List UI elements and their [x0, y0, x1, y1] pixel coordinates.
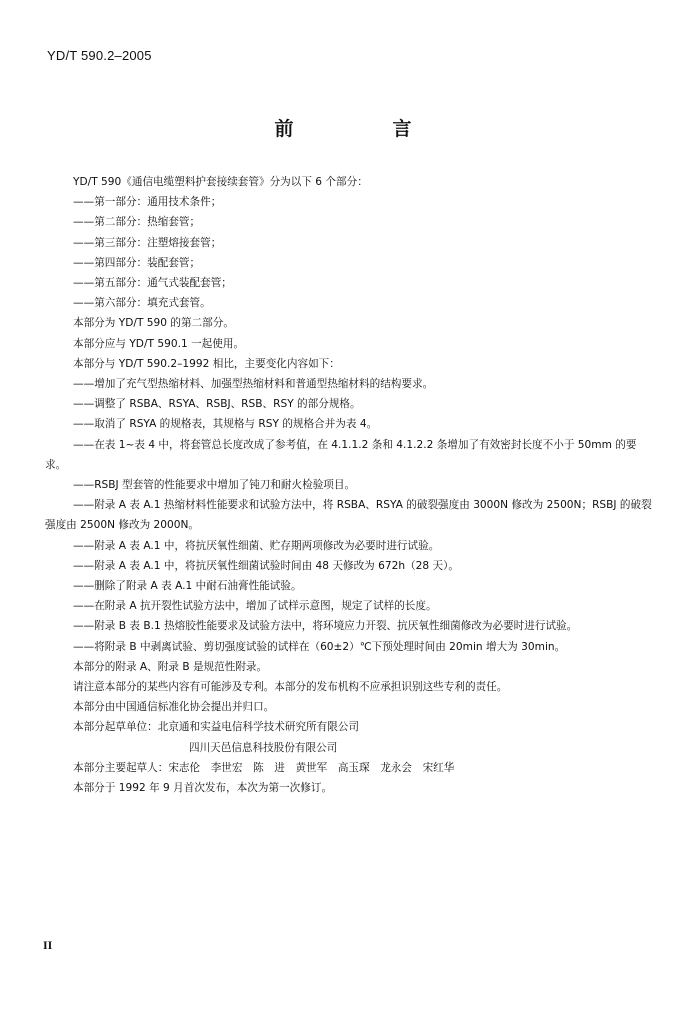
paragraph-publication-history: 本部分于 1992 年 9 月首次发布，本次为第一次修订。	[73, 782, 333, 795]
paragraph-part-statement: 本部分为 YD/T 590 的第二部分。	[73, 317, 234, 330]
paragraph-usage: 本部分应与 YD/T 590.1 一起使用。	[73, 337, 245, 350]
page-number: II	[43, 938, 53, 952]
paragraph-proposer: 本部分由中国通信标准化协会提出并归口。	[73, 701, 275, 714]
change-item-12: ——将附录 B 中剥离试验、剪切强度试验的试样在（60±2）℃下预处理时间由 20min 增大为 30min。	[73, 640, 566, 653]
change-item-1: ——增加了充气型热缩材料、加强型热缩材料和普通型热缩材料的结构要求。	[73, 378, 434, 391]
paragraph-changes-intro: 本部分与 YD/T 590.2–1992 相比，主要变化内容如下：	[73, 357, 340, 370]
change-item-7: ——附录 A 表 A.1 中，将抗厌氧性细菌、贮存期两项修改为必要时进行试验。	[73, 539, 440, 552]
change-item-8: ——附录 A 表 A.1 中，将抗厌氧性细菌试验时间由 48 天修改为 672h（28 天）。	[73, 559, 459, 572]
change-item-11: ——附录 B 表 B.1 热熔胶性能要求及试验方法中，将环境应力开裂、抗厌氧性细菌修改为必要时进行试验。	[73, 620, 578, 633]
change-item-2: ——调整了 RSBA、RSYA、RSBJ、RSB、RSY 的部分规格。	[73, 398, 361, 411]
list-item-part-2: ——第二部分：热缩套管；	[73, 216, 201, 229]
standard-code-header: YD/T 590.2–2005	[47, 48, 152, 63]
change-item-4: ——在表 1~表 4 中，将套管总长度改成了参考值，在 4.1.1.2 条和 4.1.2.2 条增加了有效密封长度不小于 50mm 的要求。	[45, 438, 637, 471]
paragraph-intro: YD/T 590《通信电缆塑料护套接续套管》分为以下 6 个部分：	[73, 176, 368, 188]
change-item-10: ——在附录 A 抗开裂性试验方法中，增加了试样示意图，规定了试样的长度。	[73, 600, 437, 613]
page-title: 前 言	[274, 118, 452, 140]
change-item-6: ——附录 A 表 A.1 热缩材料性能要求和试验方法中，将 RSBA、RSYA 的破裂强度由 3000N 修改为 2500N；RSBJ 的破裂强度由 2500N 修改为 2000N。	[45, 499, 652, 532]
list-item-part-6: ——第六部分：填充式套管。	[73, 297, 211, 310]
change-item-9: ——删除了附录 A 表 A.1 中耐石油膏性能试验。	[73, 580, 302, 593]
paragraph-drafting-unit-2: 四川天邑信息科技股份有限公司	[189, 741, 338, 754]
list-item-part-1: ——第一部分：通用技术条件；	[73, 196, 222, 209]
change-item-5: ——RSBJ 型套管的性能要求中增加了钝刀和耐火检验项目。	[73, 479, 356, 492]
list-item-part-4: ——第四部分：装配套管；	[73, 256, 201, 269]
change-item-3: ——取消了 RSYA 的规格表，其规格与 RSY 的规格合并为表 4。	[73, 418, 378, 431]
paragraph-patent-notice: 请注意本部分的某些内容有可能涉及专利。本部分的发布机构不应承担识别这些专利的责任。	[73, 681, 508, 694]
paragraph-drafting-units: 本部分起草单位：北京通和实益电信科学技术研究所有限公司	[73, 721, 360, 734]
list-item-part-5: ——第五部分：通气式装配套管；	[73, 277, 232, 290]
paragraph-annexes: 本部分的附录 A、附录 B 是规范性附录。	[73, 660, 268, 673]
list-item-part-3: ——第三部分：注塑熔接套管；	[73, 236, 222, 249]
paragraph-drafters: 本部分主要起草人：宋志伦 李世宏 陈 进 黄世军 高玉琛 龙永会 宋红华	[73, 761, 455, 774]
foreword-body	[45, 172, 657, 798]
